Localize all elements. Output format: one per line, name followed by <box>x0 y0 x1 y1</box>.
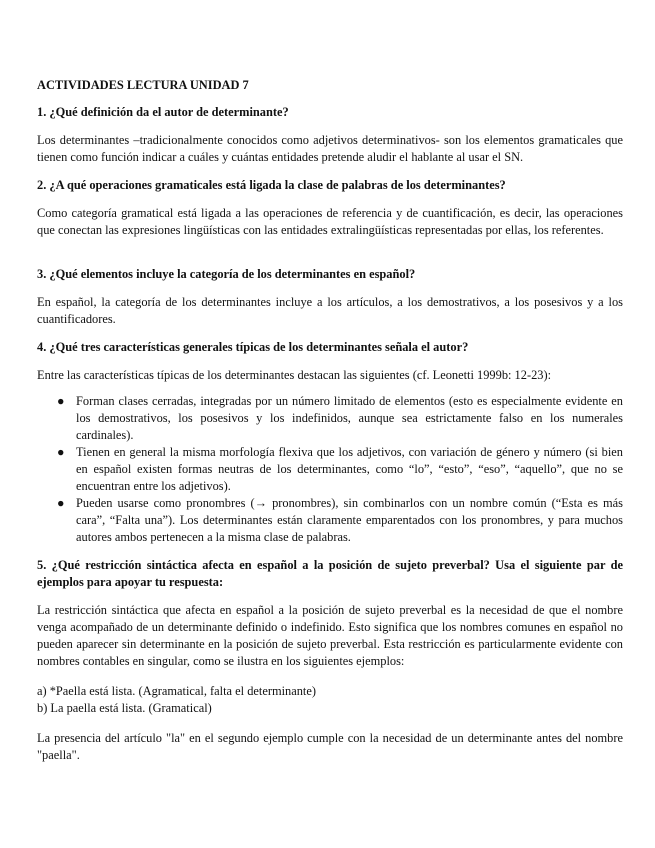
list-item: ● Forman clases cerradas, integradas por un número limitado de elementos (esto es especialmente evidente en los demostrativos, los posesivos y los indefinidos, aunque sea estrictamente falso en los numerales cardinales). <box>57 394 623 442</box>
answer-5-conclusion: La presencia del artículo "la" en el segundo ejemplo cumple con la necesidad de un determinante antes del nombre "paella". <box>37 731 623 762</box>
answer-5: La restricción sintáctica que afecta en español a la posición de sujeto preverbal es la necesidad de que el nombre venga acompañado de un determinante definido o indefinido. Esto significa que los nombres comunes en español no pueden aparecer sin determinante en la posición de sujeto preverbal. Esta restricción es particularmente evidente con nombres contables en singular, como se ilustra en los siguientes ejemplos: <box>37 603 623 668</box>
bullet-icon: ● <box>57 445 65 459</box>
bullet-icon: ● <box>57 496 65 510</box>
list-item: ● Tienen en general la misma morfología flexiva que los adjetivos, con variación de género y número (si bien en español existen formas neutras de los determinantes, como “lo”, “esto”, “eso”, “aquello”, que no se encuentran entre los adjetivos). <box>57 445 623 493</box>
answer-4-intro: Entre las características típicas de los determinantes destacan las siguientes (cf. Leonetti 1999b: 12-23): <box>37 368 552 382</box>
list-item: ● Pueden usarse como pronombres (→ pronombres), sin combinarlos con un nombre común (“Esta es más cara”, “Falta una”). Los determinantes están claramente emparentados con los pronombres, y para muchos autores ambos pertenecen a la misma clase de palabras. <box>57 496 623 544</box>
answer-3: En español, la categoría de los determinantes incluye a los artículos, a los demostrativos, a los posesivos y a los cuantificadores. <box>37 295 623 326</box>
question-1: 1. ¿Qué definición da el autor de determinante? <box>37 105 289 119</box>
answer-2: Como categoría gramatical está ligada a las operaciones de referencia y de cuantificación, es decir, las operaciones que conectan las expresiones lingüísticas con las entidades extralingüísticas representadas por ellas, los referentes. <box>37 206 623 237</box>
answer-4-list <box>37 393 623 546</box>
question-3: 3. ¿Qué elementos incluye la categoría de los determinantes en español? <box>37 267 416 281</box>
answer-1: Los determinantes –tradicionalmente conocidos como adjetivos determinativos- son los elementos gramaticales que tienen como función indicar a cuáles y cuántas entidades pretende aludir el hablante al usar el SN. <box>37 133 623 164</box>
question-2: 2. ¿A qué operaciones gramaticales está ligada la clase de palabras de los determinantes? <box>37 178 506 192</box>
document-title: ACTIVIDADES LECTURA UNIDAD 7 <box>37 78 249 92</box>
example-b: b) La paella está lista. (Gramatical) <box>37 701 212 715</box>
bullet-icon: ● <box>57 394 65 408</box>
question-4: 4. ¿Qué tres características generales típicas de los determinantes señala el autor? <box>37 340 469 354</box>
example-a: a) *Paella está lista. (Agramatical, falta el determinante) <box>37 684 317 698</box>
question-5: 5. ¿Qué restricción sintáctica afecta en español a la posición de sujeto preverbal? Usa el siguiente par de ejemplos para apoyar tu respuesta: <box>37 558 623 589</box>
